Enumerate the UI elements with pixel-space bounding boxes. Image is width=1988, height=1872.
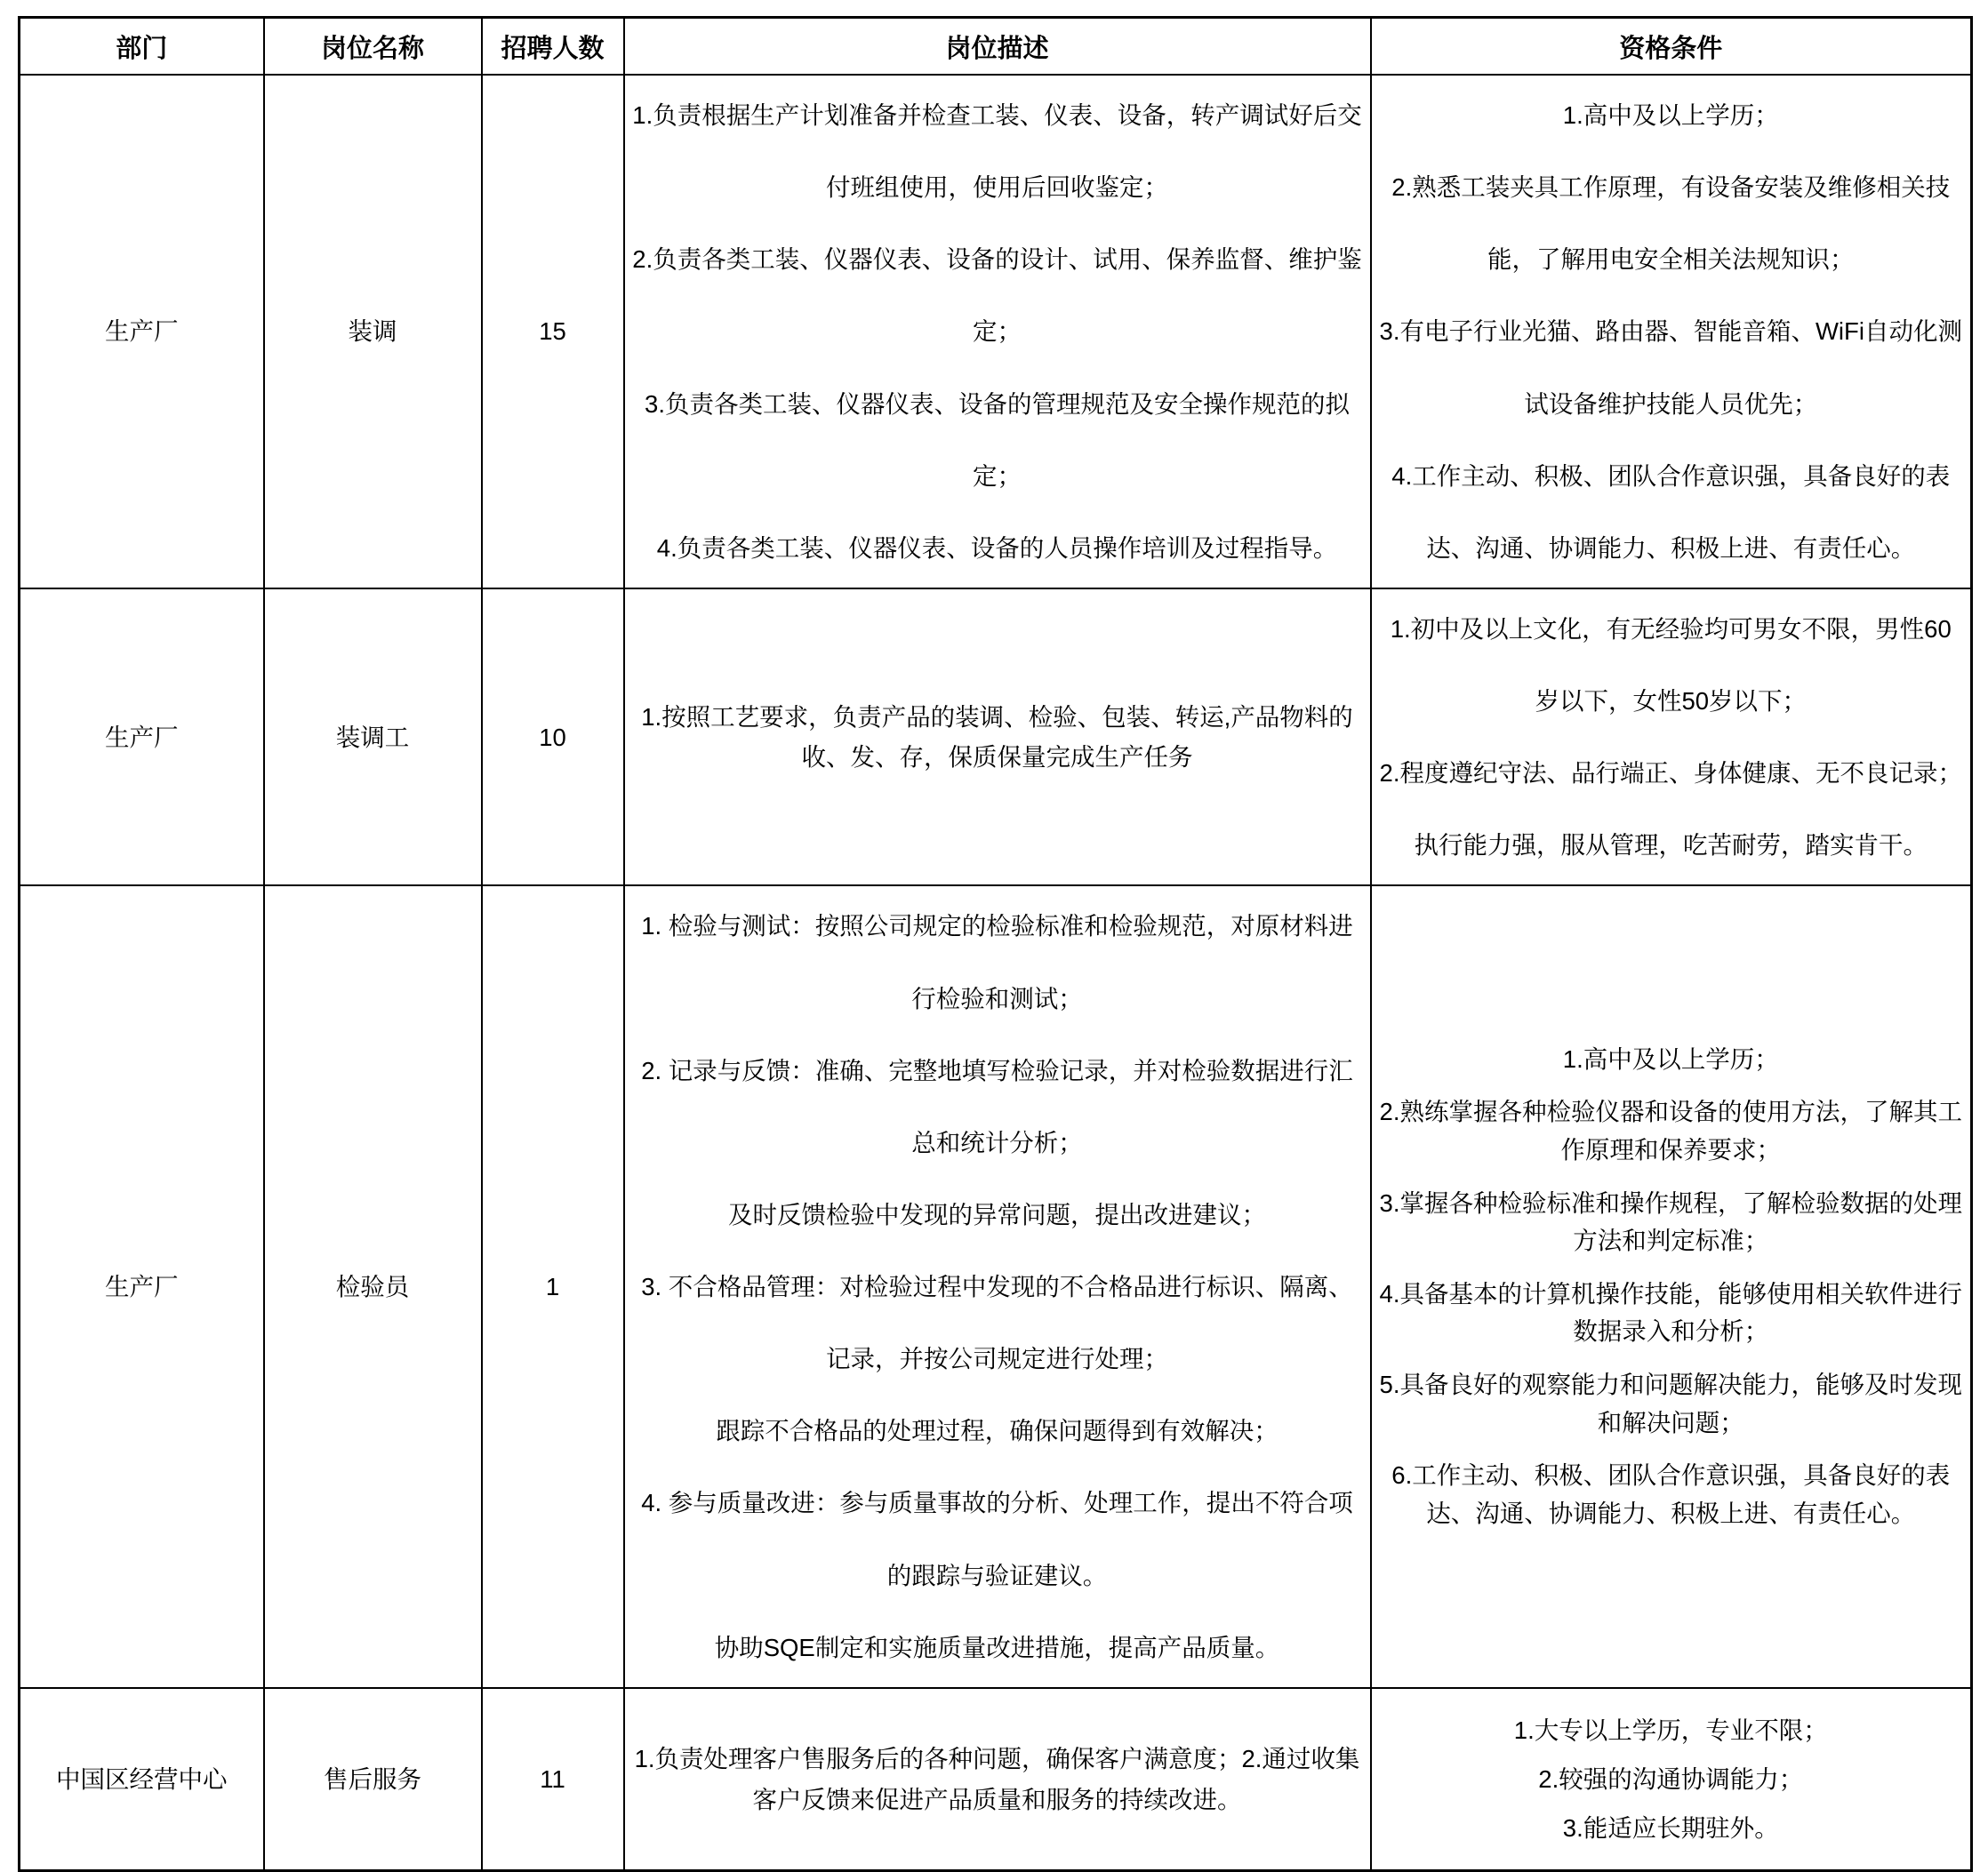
department-paragraph: 中国区经营中心 [56,1764,228,1793]
cell-description [624,75,1371,588]
cell-description [624,1688,1371,1871]
qualifications-paragraph: 6.工作主动、积极、团队合作意识强，具备良好的表达、沟通、协调能力、积极上进、有责任心。 [1391,1461,1951,1527]
cell-description [624,885,1371,1687]
description-paragraph: 1.按照工艺要求，负责产品的装调、检验、包装、转运,产品物料的收、发、存，保质保量完成生产任务 [641,702,1353,772]
column-header-qualifications: 资格条件 [1371,18,1972,76]
cell-qualifications [1371,885,1972,1687]
description-paragraph: 跟踪不合格品的处理过程，确保问题得到有效解决； [716,1417,1279,1445]
cell-position [264,588,482,886]
cell-department [20,1688,264,1871]
description-paragraph: 2.负责各类工装、仪器仪表、设备的设计、试用、保养监督、维护鉴定； [632,245,1362,346]
column-header-department: 部门 [20,18,264,76]
qualifications-paragraph: 3.能适应长期驻外。 [1562,1814,1779,1842]
qualifications-paragraph: 2.较强的沟通协调能力； [1538,1765,1804,1793]
column-header-position: 岗位名称 [264,18,482,76]
cell-headcount [482,588,624,886]
qualifications-paragraph: 2.程度遵纪守法、品行端正、身体健康、无不良记录；执行能力强，服从管理，吃苦耐劳，踏实肯干。 [1379,759,1962,860]
position-paragraph: 检验员 [335,1273,410,1300]
table-row [20,588,1972,886]
position-paragraph: 售后服务 [324,1764,421,1793]
cell-headcount [482,1688,624,1871]
description-paragraph: 2. 记录与反馈：准确、完整地填写检验记录，并对检验数据进行汇总和统计分析； [641,1056,1353,1156]
cell-department [20,885,264,1687]
qualifications-paragraph: 3.有电子行业光猫、路由器、智能音箱、WiFi自动化测试设备维护技能人员优先； [1379,317,1962,418]
table-row [20,75,1972,588]
qualifications-paragraph: 1.初中及以上文化，有无经验均可男女不限，男性60岁以下，女性50岁以下； [1390,614,1952,715]
headcount-paragraph: 15 [539,317,566,346]
qualifications-paragraph: 2.熟悉工装夹具工作原理，有设备安装及维修相关技能，了解用电安全相关法规知识； [1391,173,1951,274]
qualifications-paragraph: 5.具备良好的观察能力和问题解决能力，能够及时发现和解决问题； [1379,1371,1962,1436]
cell-position [264,1688,482,1871]
headcount-paragraph: 11 [540,1764,565,1793]
department-paragraph: 生产厂 [105,1273,179,1300]
qualifications-paragraph: 1.高中及以上学历； [1562,101,1779,129]
table-row [20,885,1972,1687]
position-paragraph: 装调 [348,317,397,346]
department-paragraph: 生产厂 [105,723,179,751]
department-paragraph: 生产厂 [105,317,179,346]
qualifications-paragraph: 4.具备基本的计算机操作技能，能够使用相关软件进行数据录入和分析； [1379,1279,1962,1346]
cell-department [20,75,264,588]
job-table [18,16,1973,1872]
position-paragraph: 装调工 [335,723,410,751]
table-row [20,1688,1972,1871]
cell-qualifications [1371,588,1972,886]
cell-position [264,75,482,588]
cell-qualifications [1371,75,1972,588]
description-paragraph: 1. 检验与测试：按照公司规定的检验标准和检验规范，对原材料进行检验和测试； [641,912,1353,1012]
cell-description [624,588,1371,886]
description-paragraph: 1.负责根据生产计划准备并检查工装、仪表、设备，转产调试好后交付班组使用，使用后回收鉴定； [632,101,1362,202]
headcount-paragraph: 10 [539,723,566,751]
qualifications-paragraph: 4.工作主动、积极、团队合作意识强，具备良好的表达、沟通、协调能力、积极上进、有责任心。 [1391,461,1951,562]
qualifications-paragraph: 1.大专以上学历，专业不限； [1513,1716,1828,1744]
column-header-description: 岗位描述 [624,18,1371,76]
description-paragraph: 4.负责各类工装、仪器仪表、设备的人员操作培训及过程指导。 [656,533,1338,562]
qualifications-paragraph: 3.掌握各种检验标准和操作规程，了解检验数据的处理方法和判定标准； [1379,1188,1962,1255]
column-header-headcount: 招聘人数 [482,18,624,76]
description-paragraph: 3. 不合格品管理：对检验过程中发现的不合格品进行标识、隔离、记录，并按公司规定进行处理； [641,1273,1353,1373]
cell-headcount [482,885,624,1687]
qualifications-paragraph: 1.高中及以上学历； [1562,1044,1779,1073]
cell-qualifications [1371,1688,1972,1871]
description-paragraph: 协助SQE制定和实施质量改进措施，提高产品质量。 [714,1633,1280,1661]
header-row [20,18,1972,76]
headcount-paragraph: 1 [545,1273,560,1300]
description-paragraph: 1.负责处理客户售服务后的各种问题，确保客户满意度；2.通过收集客户反馈来促进产品质量和服务的持续改进。 [634,1745,1360,1813]
cell-position [264,885,482,1687]
description-paragraph: 及时反馈检验中发现的异常问题，提出改进建议； [728,1200,1266,1228]
description-paragraph: 3.负责各类工装、仪器仪表、设备的管理规范及安全操作规范的拟定； [645,389,1350,490]
table-body [20,75,1972,1871]
cell-headcount [482,75,624,588]
qualifications-paragraph: 2.熟练掌握各种检验仪器和设备的使用方法，了解其工作原理和保养要求； [1379,1098,1962,1164]
description-paragraph: 4. 参与质量改进：参与质量事故的分析、处理工作，提出不符合项的跟踪与验证建议。 [641,1489,1353,1589]
cell-department [20,588,264,886]
